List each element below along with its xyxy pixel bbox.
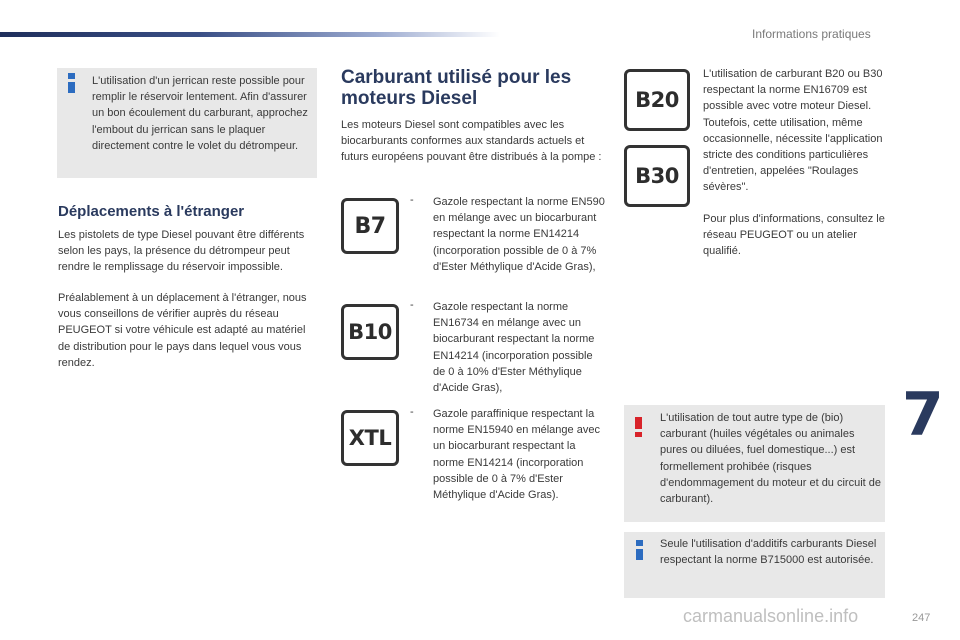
info-icon [68, 73, 76, 93]
fuel-text-b7: Gazole respectant la norme EN590 en mélange avec un biocarburant respectant la norme EN14214 (incorporation possible de 0 à 7% d'Ester Méthylique d'Acide Gras), [433, 196, 605, 273]
fuel-label-b10: B10 [341, 304, 399, 360]
fuel-text-xtl: Gazole paraffinique respectant la norme EN15940 en mélange avec un biocarburant respectant la norme EN14214 (incorporation possible de 0 à 7% d'Ester Méthylique d'Acide Gras). [433, 408, 600, 502]
fuel-label-b30: B30 [624, 145, 690, 207]
fuel-dash: - [410, 406, 414, 418]
info-icon [636, 540, 644, 560]
diesel-intro: Les moteurs Diesel sont compatibles avec les biocarburants conformes aux standards actuels et futurs européens pouvant être distribués à la pompe : [341, 119, 602, 164]
header-bar [0, 32, 500, 37]
diesel-title [341, 67, 601, 109]
warning-box-text: L'utilisation de tout autre type de (bio) carburant (huiles végétales ou animales pures ou diluées, fuel domestique...) est formellement prohibée (risques d'endommagement du moteur et du circuit de carburant). [660, 412, 881, 506]
b20-b30-more-info: Pour plus d'informations, consultez le réseau PEUGEOT ou un atelier qualifié. [703, 213, 885, 258]
watermark: carmanualsonline.info [683, 606, 859, 626]
warning-icon [635, 417, 643, 437]
info-box-additives-text: Seule l'utilisation d'additifs carburants Diesel respectant la norme B715000 est autorisée. [660, 538, 877, 567]
fuel-dash: - [410, 299, 414, 311]
diesel-title-line-1: Carburant utilisé pour les [341, 67, 572, 88]
abroad-paragraph-2: Préalablement à un déplacement à l'étranger, nous vous conseillons de vérifier auprès du réseau PEUGEOT si votre véhicule est adapté au matériel de distribution pour le pays dans lequel vous vous rendez. [58, 292, 307, 369]
fuel-label-xtl: XTL [341, 410, 399, 466]
info-box-jerrican-text: L'utilisation d'un jerrican reste possible pour remplir le réservoir lentement. Afin d'assurer un bon écoulement du carburant, approchez l'embout du jerrican sans le plaquer directement contre le volet du détrompeur. [92, 75, 308, 152]
section-title: Informations pratiques [752, 27, 871, 41]
b20-b30-text: L'utilisation de carburant B20 ou B30 respectant la norme EN16709 est possible avec votre moteur Diesel. Toutefois, cette utilisation, même occasionnelle, nécessite l'application stricte des conditions particulières d'entretien, appelées "Roulages sévères". [703, 68, 883, 194]
abroad-paragraph-1: Les pistolets de type Diesel pouvant être différents selon les pays, la présence du détrompeur peut rendre le remplissage du réservoir impossible. [58, 229, 305, 274]
page-number: 247 [912, 612, 931, 624]
fuel-label-b20: B20 [624, 69, 690, 131]
fuel-dash: - [410, 194, 414, 206]
fuel-text-b10: Gazole respectant la norme EN16734 en mélange avec un biocarburant respectant la norme EN14214 (incorporation possible de 0 à 10% d'Ester Méthylique d'Acide Gras), [433, 301, 595, 395]
chapter-number: 7 [902, 380, 944, 450]
diesel-title-line-2: moteurs Diesel [341, 88, 478, 109]
fuel-label-b7: B7 [341, 198, 399, 254]
abroad-title: Déplacements à l'étranger [58, 203, 245, 220]
